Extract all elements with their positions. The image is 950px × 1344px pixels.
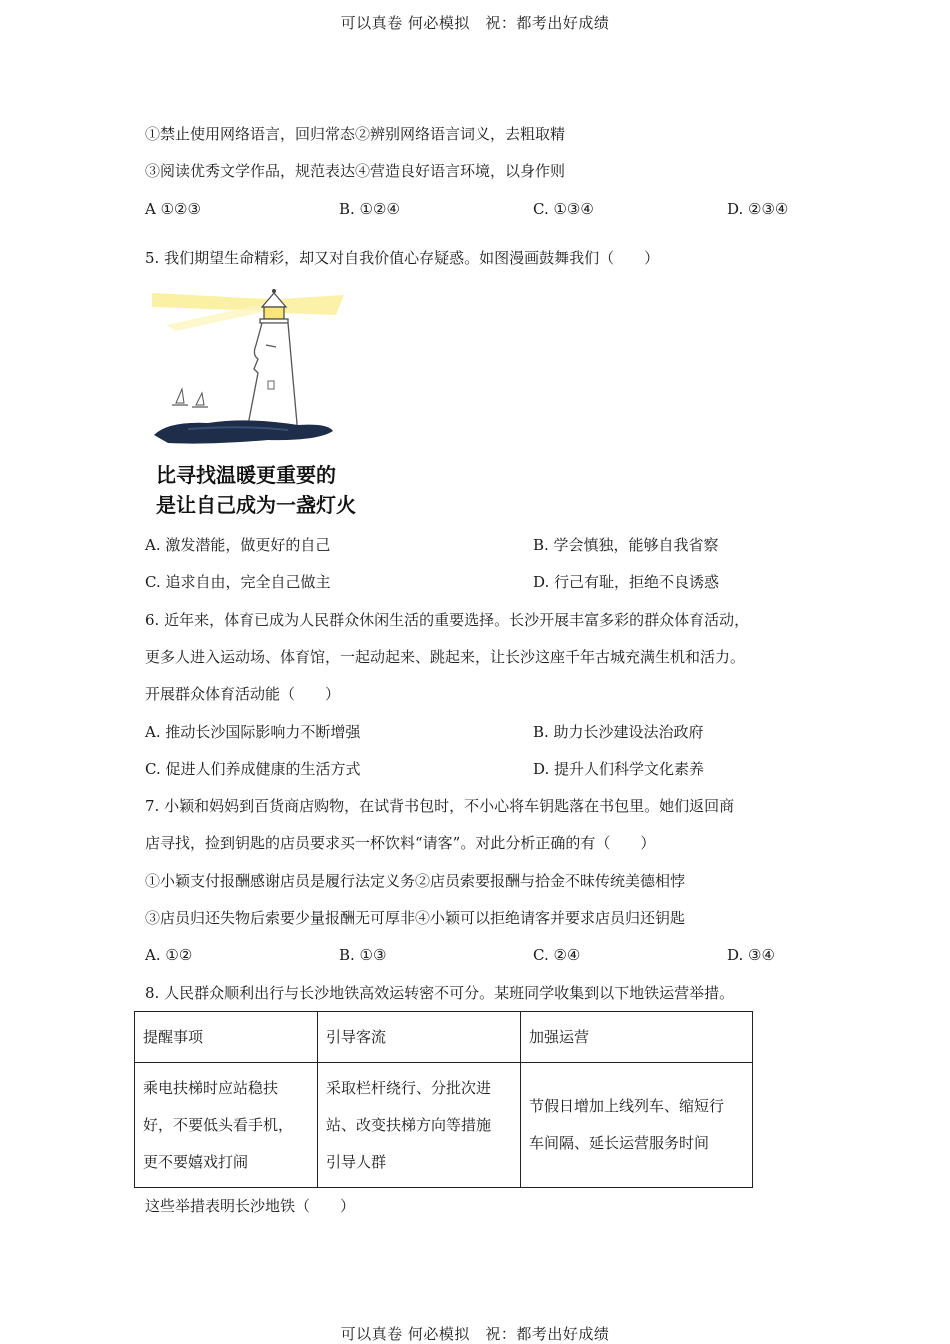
q6-stem-line-2: 更多人进入运动场、体育馆，一起动起来、跳起来，让长沙这座千年古城充满生机和活力。: [145, 648, 746, 666]
q8-tail: 这些举措表明长沙地铁（ ）: [145, 1197, 356, 1215]
q7-option-d: D. ③④: [727, 946, 775, 964]
q8-stem: 8. 人民群众顺利出行与长沙地铁高效运转密不可分。某班同学收集到以下地铁运营举措。: [145, 984, 735, 1002]
lighthouse-cartoon: [148, 285, 358, 520]
q4-option-c: C. ①③④: [533, 200, 594, 218]
q5-option-d: D. 行己有耻，拒绝不良诱惑: [533, 573, 720, 591]
q7-option-b: B. ①③: [339, 946, 387, 964]
q5-option-c: C. 追求自由，完全自己做主: [145, 573, 331, 591]
page-footer: 可以真卷 何必模拟 祝：都考出好成绩: [340, 1325, 610, 1343]
table-cell: 乘电扶梯时应站稳扶 好，不要低头看手机， 更不要嬉戏打闹: [143, 1078, 294, 1171]
q6-option-a: A. 推动长沙国际影响力不断增强: [145, 723, 361, 741]
q7-option-c: C. ②④: [533, 946, 581, 964]
q7-statement-2: ③店员归还失物后索要少量报酬无可厚非④小颖可以拒绝请客并要求店员归还钥匙: [145, 909, 686, 927]
table-header-cell: 加强运营: [521, 1012, 753, 1063]
table-cell: 采取栏杆绕行、分批次进 站、改变扶梯方向等措施 引导人群: [326, 1078, 492, 1171]
q6-stem-line-3: 开展群众体育活动能（ ）: [145, 685, 341, 703]
cartoon-caption-line2: 是让自己成为一盏灯火: [156, 493, 356, 517]
q5-option-b: B. 学会慎独，能够自我省察: [533, 536, 719, 554]
q5-stem: 5. 我们期望生命精彩，却又对自我价值心存疑惑。如图漫画鼓舞我们（ ）: [145, 249, 660, 267]
q7-stem-line-2: 店寻找，捡到钥匙的店员要求买一杯饮料“请客”。对此分析正确的有（ ）: [145, 834, 656, 852]
table-header-cell: 引导客流: [318, 1012, 521, 1063]
q7-stem-line-1: 7. 小颖和妈妈到百货商店购物，在试背书包时，不小心将车钥匙落在书包里。她们返回商: [145, 797, 735, 815]
q6-option-c: C. 促进人们养成健康的生活方式: [145, 760, 361, 778]
cartoon-caption-line1: 比寻找温暖更重要的: [156, 463, 336, 487]
q6-option-b: B. 助力长沙建设法治政府: [533, 723, 704, 741]
q4-option-b: B. ①②④: [339, 200, 400, 218]
q4-option-a: A ①②③: [145, 200, 201, 218]
q4-statement-2: ③阅读优秀文学作品，规范表达④营造良好语言环境，以身作则: [145, 162, 566, 180]
q6-stem-line-1: 6. 近年来，体育已成为人民群众休闲生活的重要选择。长沙开展丰富多彩的群众体育活动，: [145, 611, 750, 629]
page-header: 可以真卷 何必模拟 祝：都考出好成绩: [340, 14, 610, 32]
q6-option-d: D. 提升人们科学文化素养: [533, 760, 705, 778]
q5-option-a: A. 激发潜能，做更好的自己: [145, 536, 331, 554]
q4-option-d: D. ②③④: [727, 200, 789, 218]
table-header-cell: 提醒事项: [135, 1012, 318, 1063]
q7-statement-1: ①小颖支付报酬感谢店员是履行法定义务②店员索要报酬与拾金不昧传统美德相悖: [145, 872, 686, 890]
table-header-row: [135, 1012, 753, 1063]
table-cell: 节假日增加上线列车、缩短行 车间隔、延长运营服务时间: [529, 1097, 725, 1152]
metro-measures-table: [134, 1011, 753, 1188]
q4-statement-1: ①禁止使用网络语言，回归常态②辨别网络语言词义，去粗取精: [145, 125, 566, 143]
table-row: [135, 1063, 753, 1188]
q7-option-a: A. ①②: [145, 946, 193, 964]
